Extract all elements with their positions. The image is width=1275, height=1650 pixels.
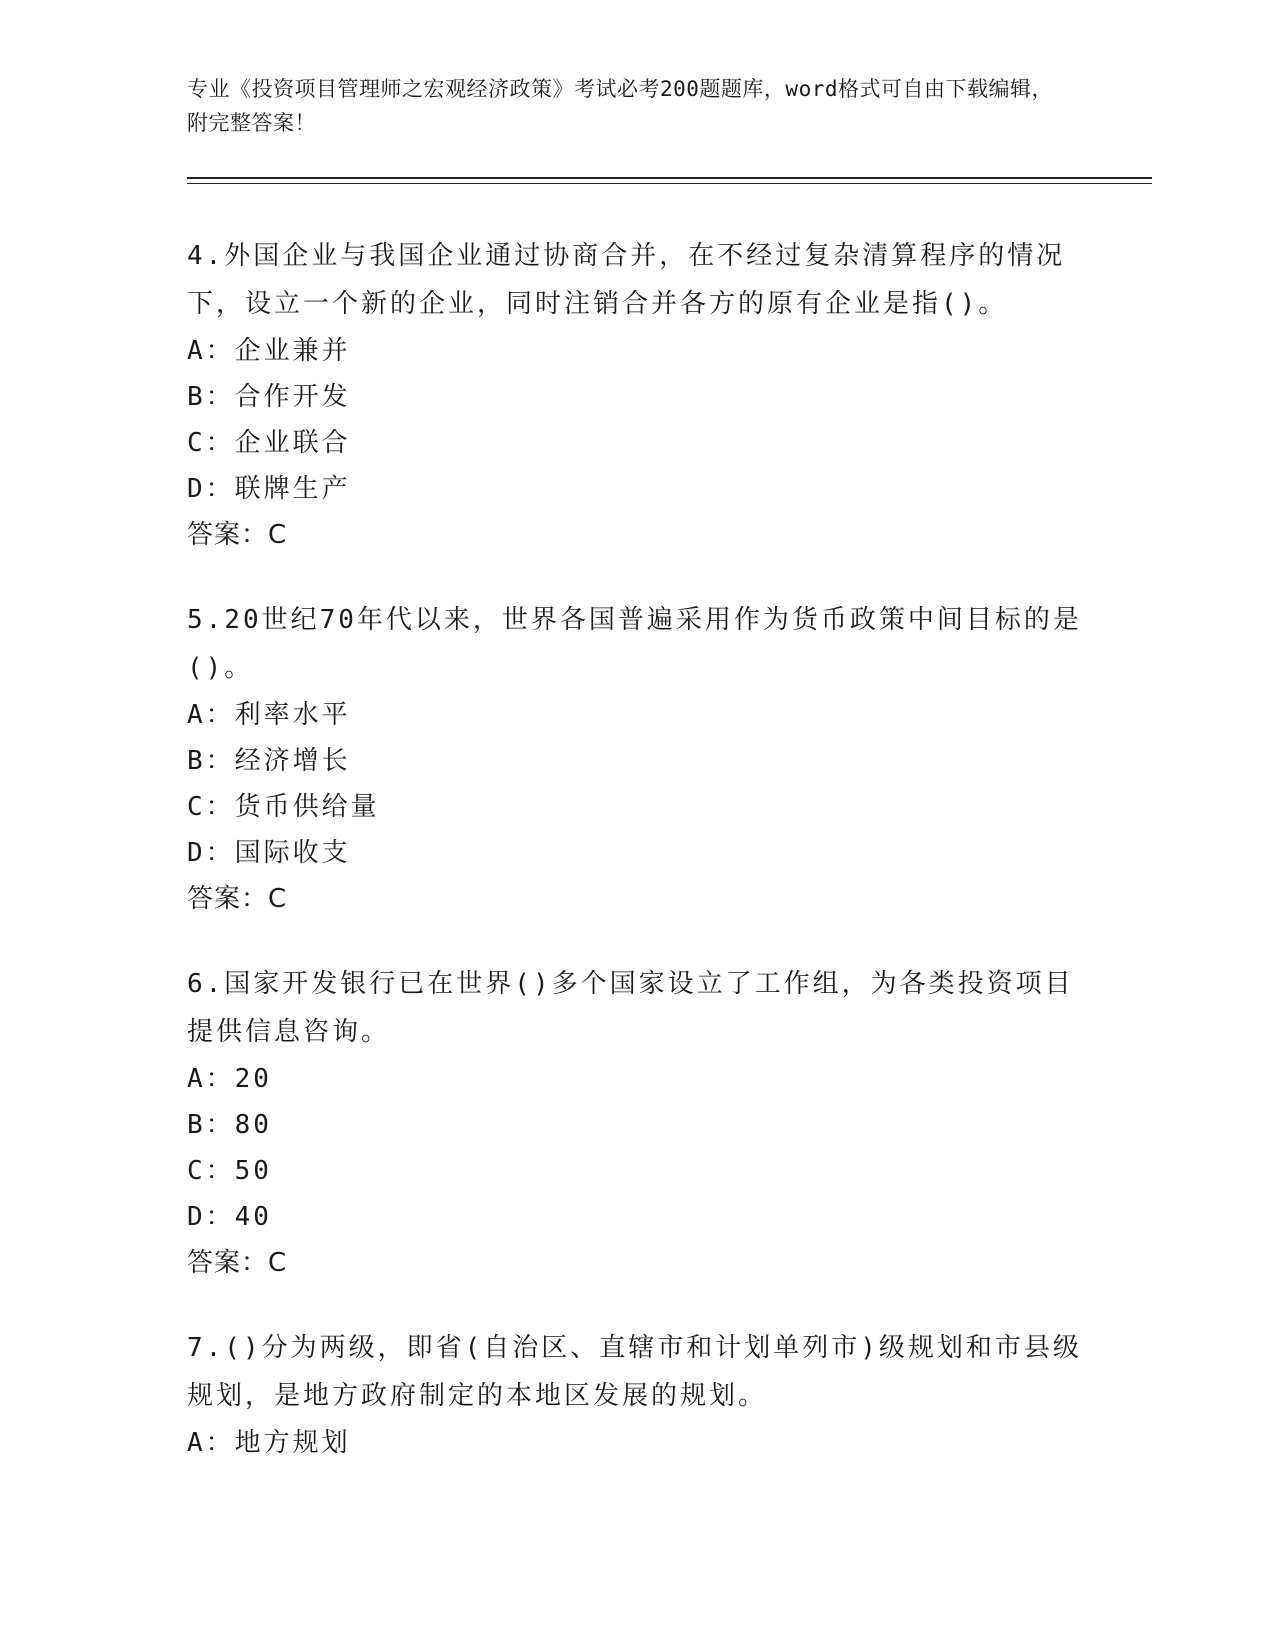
option-b: B：80 bbox=[187, 1110, 272, 1140]
question-stem: 7.()分为两级，即省(自治区、直辖市和计划单列市)级规划和市县级规划，是地方政府制定的本地区发展的规划。 bbox=[187, 1333, 1082, 1411]
option-b: B：合作开发 bbox=[187, 382, 351, 412]
question-stem: 6.国家开发银行已在世界()多个国家设立了工作组，为各类投资项目提供信息咨询。 bbox=[187, 969, 1074, 1047]
question-5 bbox=[187, 596, 1087, 922]
answer-line: 答案：C bbox=[187, 884, 288, 914]
answer-line: 答案：C bbox=[187, 1248, 288, 1278]
option-c: C：企业联合 bbox=[187, 428, 351, 458]
option-a: A：利率水平 bbox=[187, 700, 351, 730]
header-divider-thick bbox=[187, 177, 1152, 179]
question-7 bbox=[187, 1324, 1087, 1466]
option-d: D：联牌生产 bbox=[187, 474, 351, 504]
answer-line: 答案：C bbox=[187, 520, 288, 550]
option-a: A：企业兼并 bbox=[187, 336, 351, 366]
question-4 bbox=[187, 232, 1087, 558]
header-divider-thin bbox=[187, 183, 1152, 184]
option-b: B：经济增长 bbox=[187, 746, 351, 776]
question-6 bbox=[187, 960, 1087, 1286]
option-a: A：地方规划 bbox=[187, 1428, 351, 1458]
option-c: C：50 bbox=[187, 1156, 272, 1186]
option-a: A：20 bbox=[187, 1064, 272, 1094]
option-d: D：40 bbox=[187, 1202, 272, 1232]
option-d: D：国际收支 bbox=[187, 838, 351, 868]
document-header: 专业《投资项目管理师之宏观经济政策》考试必考200题题库，word格式可自由下载编辑，附完整答案！ bbox=[187, 77, 1053, 135]
question-stem: 4.外国企业与我国企业通过协商合并，在不经过复杂清算程序的情况下，设立一个新的企业，同时注销合并各方的原有企业是指()。 bbox=[187, 241, 1066, 319]
option-c: C：货币供给量 bbox=[187, 792, 380, 822]
question-stem: 5.20世纪70年代以来，世界各国普遍采用作为货币政策中间目标的是()。 bbox=[187, 605, 1082, 683]
